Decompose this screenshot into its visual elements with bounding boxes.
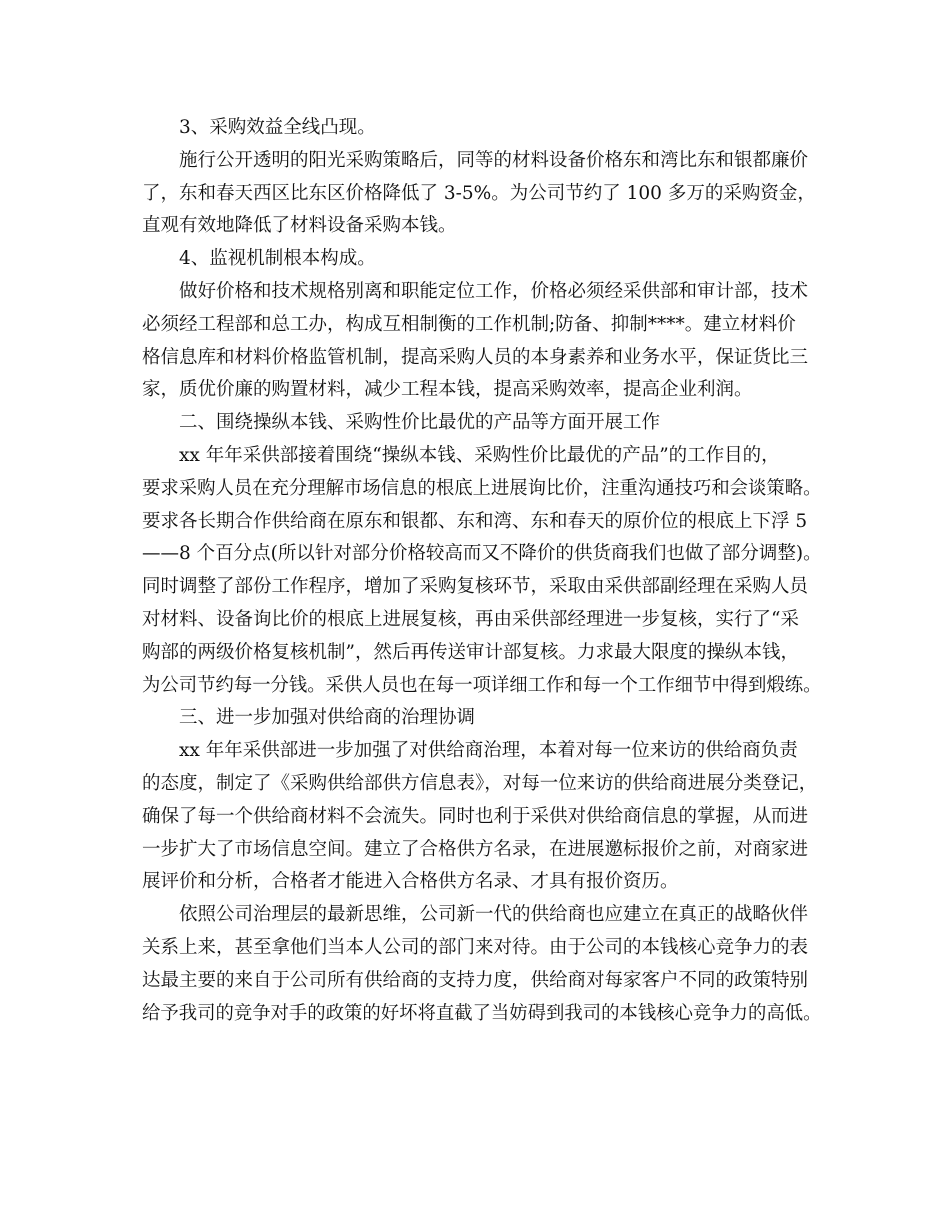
text-line: xx 年年采供部进一步加强了对供给商治理，本着对每一位来访的供给商负责 — [179, 740, 798, 762]
text-line: ——8 个百分点(所以针对部分价格较高而又不降价的供货商我们也做了部分调整)。 — [142, 543, 822, 565]
text-line: 依照公司治理层的最新思维，公司新一代的供给商也应建立在真正的战略伙伴 — [179, 904, 809, 926]
text-line: 对材料、设备询比价的根底上进展复核，再由采供部经理进一步复核，实行了“采 — [142, 608, 799, 630]
text-line: 达最主要的来自于公司所有供给商的支持力度，供给商对每家客户不同的政策特别 — [142, 969, 809, 991]
text-line: 要求采购人员在充分理解市场信息的根底上进展询比价，注重沟通技巧和会谈策略。 — [142, 477, 822, 499]
document-body — [142, 112, 822, 1030]
text-line: 做好价格和技术规格别离和职能定位工作，价格必须经采供部和审计部，技术 — [179, 280, 809, 302]
text-line: 为公司节约每一分钱。采供人员也在每一项详细工作和每一个工作细节中得到煅练。 — [142, 674, 822, 696]
text-line: 了，东和春天西区比东区价格降低了 3-5%。为公司节约了 100 多万的采购资金， — [142, 182, 816, 204]
text-line: 的态度，制定了《采购供给部供方信息表》，对每一位来访的供给商进展分类登记， — [142, 772, 818, 794]
text-line: 购部的两级价格复核机制”，然后再传送审计部复核。力求最大限度的操纵本钱， — [142, 641, 799, 663]
text-line: 格信息库和材料价格监管机制，提高采购人员的本身素养和业务水平，保证货比三 — [142, 346, 809, 368]
text-line: 同时调整了部份工作程序，增加了采购复核环节，采取由采供部副经理在采购人员 — [142, 576, 809, 598]
text-line: 家，质优价廉的购置材料，减少工程本钱，提高采购效率，提高企业利润。 — [142, 379, 753, 401]
text-line: 一步扩大了市场信息空间。建立了合格供方名录，在进展邀标报价之前，对商家进 — [142, 838, 809, 860]
text-line: 三、进一步加强对供给商的治理协调 — [179, 707, 476, 729]
text-line: 直观有效地降低了材料设备采购本钱。 — [142, 215, 457, 237]
text-line: 必须经工程部和总工办，构成互相制衡的工作机制;防备、抑制****。建立材料价 — [142, 313, 796, 335]
text-line: 3、采购效益全线凸现。 — [179, 117, 376, 138]
text-line: 确保了每一个供给商材料不会流失。同时也利于采供对供给商信息的掌握，从而进 — [142, 805, 809, 827]
text-line: 展评价和分析，合格者才能进入合格供方名录、才具有报价资历。 — [142, 871, 679, 893]
text-line: 二、围绕操纵本钱、采购性价比最优的产品等方面开展工作 — [179, 412, 661, 434]
text-line: 要求各长期合作供给商在原东和银都、东和湾、东和春天的原价位的根底上下浮 5 — [142, 510, 808, 532]
text-line: xx 年年采供部接着围绕“操纵本钱、采购性价比最优的产品”的工作目的， — [179, 444, 780, 466]
text-line: 施行公开透明的阳光采购策略后，同等的材料设备价格东和湾比东和银都廉价 — [179, 149, 809, 171]
text-line: 关系上来，甚至拿他们当本人公司的部门来对待。由于公司的本钱核心竞争力的表 — [142, 936, 809, 958]
text-line: 给予我司的竞争对手的政策的好坏将直截了当妨碍到我司的本钱核心竞争力的高低。 — [142, 1002, 822, 1024]
text-line: 4、监视机制根本构成。 — [179, 248, 376, 270]
